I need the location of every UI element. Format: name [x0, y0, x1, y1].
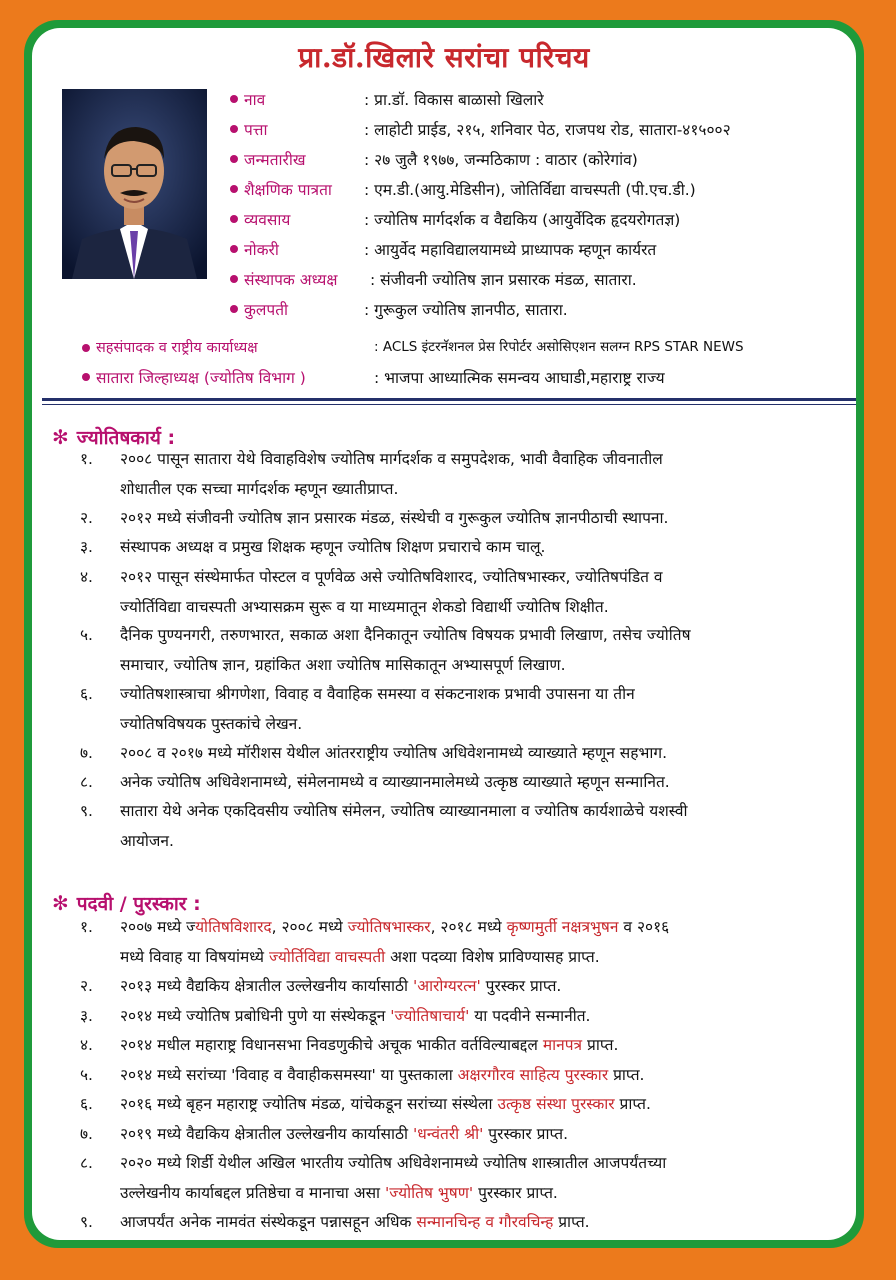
info-value: : एम.डी.(आयु.मेडिसीन), जोतिर्विद्या वाचस्पती (पी.एच.डी.) [364, 181, 696, 199]
item-number: १. [80, 450, 93, 468]
text-segment: प्राप्त. [614, 1095, 651, 1113]
highlight-text: 'ज्योतिषाचार्य' [390, 1007, 470, 1025]
item-number: ६. [80, 685, 93, 703]
section-heading-awards: ✻ पदवी / पुरस्कार : [52, 891, 201, 915]
text-segment: पुरस्कार प्राप्त. [483, 1125, 569, 1143]
info-label: कुलपती [244, 301, 289, 319]
bullet-icon [82, 373, 90, 381]
asterisk-icon: ✻ [52, 891, 69, 915]
info-value: : गुरूकुल ज्योतिष ज्ञानपीठ, सातारा. [364, 301, 568, 319]
text-segment: २०१९ मध्ये वैद्यकिय क्षेत्रातील उल्लेखनीय कार्यासाठी [120, 1125, 413, 1143]
item-text: दैनिक पुण्यनगरी, तरुणभारत, सकाळ अशा दैनिकातून ज्योतिष विषयक प्रभावी लिखाण, तसेच ज्योतिष समाचार, ज्योतिष ज्ञान, ग्रहांकित अशा ज्योतिष मासिकातून अभ्यासपूर्ण लिखाण. [120, 626, 691, 674]
item-number: ५. [80, 1066, 93, 1084]
item-number: ७. [80, 1125, 93, 1143]
item-number: ३. [80, 538, 93, 556]
outer-frame [24, 20, 864, 1248]
item-text [120, 1119, 850, 1149]
item-text: २०१२ मध्ये संजीवनी ज्योतिष ज्ञान प्रसारक मंडळ, संस्थेची व गुरूकुल ज्योतिष ज्ञानपीठाची स्थापना. [120, 509, 669, 527]
item-number: ८. [80, 773, 93, 791]
item-text: २००८ पासून सातारा येथे विवाहविशेष ज्योतिष मार्गदर्शक व समुपदेशक, भावी वैवाहिक जीवनातील शोधातील एक सच्चा मार्गदर्शक म्हणून ख्यातीप्राप्त. [120, 450, 663, 498]
text-segment: प्राप्त. [553, 1213, 590, 1231]
highlight-text: 'आरोग्यरत्न' [412, 977, 481, 995]
info-label: सातारा जिल्हाध्यक्ष (ज्योतिष विभाग ) [96, 369, 306, 387]
item-text [120, 1089, 850, 1119]
asterisk-icon: ✻ [52, 425, 69, 449]
text-segment: २०१४ मधील महाराष्ट्र विधानसभा निवडणुकीचे अचूक भाकीत वर्तविल्याबद्दल [120, 1036, 543, 1054]
text-segment: २०१४ मध्ये ज्योतिष प्रबोधिनी पुणे या संस्थेकडून [120, 1007, 391, 1025]
item-number: २. [80, 977, 93, 995]
highlight-text: मानपत्र [542, 1036, 583, 1054]
item-text: सातारा येथे अनेक एकदिवसीय ज्योतिष संमेलन, ज्योतिष व्याख्यानमाला व ज्योतिष कार्यशाळेचे यशस्वी आयोजन. [120, 802, 688, 850]
info-value: : लाहोटी प्राईड, २१५, शनिवार पेठ, राजपथ रोड, सातारा-४१५००२ [364, 121, 731, 139]
info-label: जन्मतारीख [244, 151, 306, 169]
text-segment: व २०१६ [618, 918, 670, 936]
divider [42, 398, 856, 401]
highlight-text: कृष्णमुर्ती नक्षत्रभुषन [506, 918, 619, 936]
item-text [120, 1030, 850, 1060]
info-label: संस्थापक अध्यक्ष [244, 271, 338, 289]
highlight-text: ्योतिषविशारद [195, 918, 272, 936]
text-segment: २०१३ मध्ये वैद्यकिय क्षेत्रातील उल्लेखनीय कार्यासाठी [120, 977, 413, 995]
info-label: पत्ता [244, 121, 268, 139]
item-number: ५. [80, 626, 93, 644]
highlight-text: 'ज्योतिष भुषण' [385, 1184, 474, 1202]
item-text [120, 912, 850, 972]
info-value: : आयुर्वेद महाविद्यालयामध्ये प्राध्यापक म्हणून कार्यरत [364, 241, 657, 259]
info-value: : २७ जुलै १९७७, जन्मठिकाण : वाठार (कोरेगांव) [364, 151, 638, 169]
info-value: : ACLS इंटरनॅशनल प्रेस रिपोर्टर असोसिएशन सलग्न RPS STAR NEWS [374, 339, 744, 355]
item-text [120, 1148, 850, 1208]
profile-photo [62, 89, 207, 279]
item-number: ९. [80, 1213, 93, 1231]
bullet-icon [230, 185, 238, 193]
info-value: : प्रा.डॉ. विकास बाळासो खिलारे [364, 91, 544, 109]
info-label: सहसंपादक व राष्ट्रीय कार्याध्यक्ष [96, 340, 258, 356]
highlight-text: 'धन्वंतरी श्री' [412, 1125, 484, 1143]
info-label: व्यवसाय [244, 211, 291, 229]
item-number: १. [80, 918, 93, 936]
text-segment: आजपर्यंत अनेक नामवंत संस्थेकडून पन्नासहून अधिक [120, 1213, 417, 1231]
item-number: ९. [80, 802, 93, 820]
item-text: ज्योतिषशास्त्राचा श्रीगणेशा, विवाह व वैवाहिक समस्या व संकटनाशक प्रभावी उपासना या तीन ज्योतिषविषयक पुस्तकांचे लेखन. [120, 685, 635, 733]
highlight-text: अक्षरगौरव साहित्य पुरस्कार [457, 1066, 609, 1084]
item-number: ४. [80, 568, 93, 586]
info-label: नोकरी [244, 241, 279, 259]
section-heading-astrology-work: ✻ ज्योतिषकार्य : [52, 425, 176, 449]
profile-card [32, 28, 856, 1240]
text-segment: , २००८ मध्ये [271, 918, 348, 936]
item-number: ४. [80, 1036, 93, 1054]
item-number: ६. [80, 1095, 93, 1113]
bullet-icon [230, 275, 238, 283]
bullet-icon [82, 344, 90, 352]
text-segment: २०२० मध्ये शिर्डी येथील अखिल भारतीय ज्योतिष अधिवेशनामध्ये ज्योतिष शास्त्रातील आजपर्यंतच्या [120, 1154, 667, 1172]
item-text: २०१२ पासून संस्थेमार्फत पोस्टल व पूर्णवेळ असे ज्योतिषविशारद, ज्योतिषभास्कर, ज्योतिषपंडित व ज्योर्तिविद्या वाचस्पती अभ्यासक्रम सुरू व या माध्यमातून शेकडो विद्यार्थी ज्योतिष शिक्षीत. [120, 568, 663, 616]
highlight-text: सन्मानचिन्ह व गौरवचिन्ह [416, 1213, 554, 1231]
bullet-icon [230, 215, 238, 223]
item-text [120, 1001, 850, 1031]
info-value: : संजीवनी ज्योतिष ज्ञान प्रसारक मंडळ, सातारा. [370, 271, 637, 289]
text-segment: , २०१८ मध्ये [430, 918, 507, 936]
text-segment: या पदवीने सन्मानीत. [469, 1007, 591, 1025]
page-title: प्रा.डॉ.खिलारे सरांचा परिचय [298, 41, 590, 74]
text-segment: २०१६ मध्ये बृहन महाराष्ट्र ज्योतिष मंडळ, यांचेकडून सरांच्या संस्थेला [120, 1095, 498, 1113]
bullet-icon [230, 245, 238, 253]
text-segment: प्राप्त. [608, 1066, 645, 1084]
item-text: संस्थापक अध्यक्ष व प्रमुख शिक्षक म्हणून ज्योतिष शिक्षण प्रचाराचे काम चालू. [120, 538, 546, 556]
item-text: अनेक ज्योतिष अधिवेशनामध्ये, संमेलनामध्ये व व्याख्यानमालेमध्ये उत्कृष्ठ व्याख्याते म्हणून सन्मानित. [120, 773, 670, 791]
highlight-text: उत्कृष्ठ संस्था पुरस्कार [497, 1095, 615, 1113]
text-segment: पुरस्कार प्राप्त. [473, 1184, 558, 1202]
bullet-icon [230, 95, 238, 103]
bullet-icon [230, 305, 238, 313]
bullet-icon [230, 125, 238, 133]
info-label: नाव [244, 91, 266, 109]
info-value: : ज्योतिष मार्गदर्शक व वैद्यकिय (आयुर्वेदिक हृदयरोगतज्ञ) [364, 211, 681, 229]
text-segment: २००७ मध्ये ज [120, 918, 196, 936]
item-text [120, 1060, 850, 1090]
text-segment: उल्लेखनीय कार्याबद्दल प्रतिष्ठेचा व मानाचा असा [120, 1184, 385, 1202]
highlight-text: ज्योर्तिविद्या वाचस्पती [268, 948, 386, 966]
text-segment: २०१४ मध्ये सरांच्या 'विवाह व वैवाहीकसमस्या' या पुस्तकाला [120, 1066, 458, 1084]
text-segment: मध्ये विवाह या विषयांमध्ये [120, 948, 269, 966]
item-text: २००८ व २०१७ मध्ये मॉरीशस येथील आंतरराष्ट्रीय ज्योतिष अधिवेशनामध्ये व्याख्याते म्हणून सहभाग. [120, 744, 668, 762]
info-label: शैक्षणिक पात्रता [244, 181, 332, 199]
text-segment: पुरस्कर प्राप्त. [480, 977, 562, 995]
item-number: ३. [80, 1007, 93, 1025]
item-number: २. [80, 509, 93, 527]
item-number: ८. [80, 1154, 93, 1172]
text-segment: अशा पदव्या विशेष प्राविण्यासह प्राप्त. [385, 948, 600, 966]
info-value: : भाजपा आध्यात्मिक समन्वय आघाडी,महाराष्ट्र राज्य [374, 369, 665, 387]
item-text [120, 1207, 850, 1237]
item-text [120, 971, 850, 1001]
divider [42, 404, 856, 405]
text-segment: प्राप्त. [582, 1036, 619, 1054]
highlight-text: ज्योतिषभास्कर [347, 918, 431, 936]
item-number: ७. [80, 744, 93, 762]
bullet-icon [230, 155, 238, 163]
